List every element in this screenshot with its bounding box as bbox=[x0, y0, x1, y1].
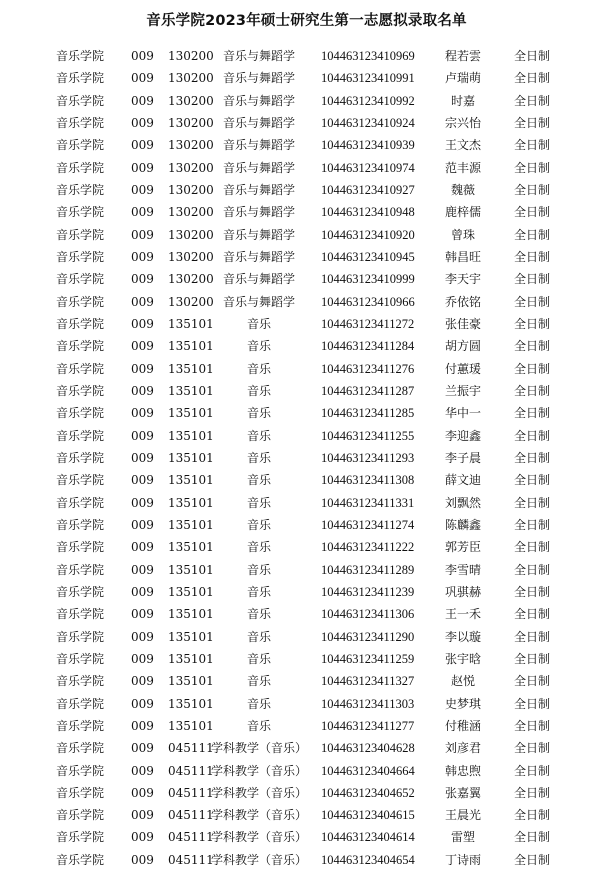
table-row bbox=[0, 469, 613, 491]
major-code-cell: 135101 bbox=[168, 651, 214, 666]
major-name-cell: 音乐 bbox=[246, 450, 271, 465]
college-code-cell: 009 bbox=[131, 629, 154, 644]
study-type-cell: 全日制 bbox=[514, 227, 551, 242]
table-row bbox=[0, 782, 613, 804]
college-code-cell: 009 bbox=[131, 696, 154, 711]
major-name-cell: 学科教学（音乐） bbox=[210, 830, 307, 845]
major-code-cell: 135101 bbox=[168, 361, 214, 376]
college-cell: 音乐学院 bbox=[56, 830, 105, 845]
table-row bbox=[0, 737, 613, 759]
study-type-cell: 全日制 bbox=[514, 852, 551, 867]
major-name-cell: 音乐 bbox=[246, 495, 271, 510]
college-code-cell: 009 bbox=[131, 428, 154, 443]
college-code-cell: 009 bbox=[131, 339, 154, 354]
college-code-cell: 009 bbox=[131, 562, 154, 577]
college-cell: 音乐学院 bbox=[56, 316, 105, 331]
student-name-cell: 王晨光 bbox=[444, 808, 481, 823]
major-code-cell: 135101 bbox=[168, 517, 214, 532]
college-cell: 音乐学院 bbox=[56, 517, 105, 532]
college-cell: 音乐学院 bbox=[56, 205, 105, 220]
major-name-cell: 音乐 bbox=[246, 517, 271, 532]
college-code-cell: 009 bbox=[131, 93, 154, 108]
college-cell: 音乐学院 bbox=[56, 182, 105, 197]
study-type-cell: 全日制 bbox=[514, 830, 551, 845]
college-code-cell: 009 bbox=[131, 473, 154, 488]
study-type-cell: 全日制 bbox=[514, 651, 551, 666]
college-code-cell: 009 bbox=[131, 763, 154, 778]
table-row bbox=[0, 112, 613, 134]
exam-number-cell: 104463123410969 bbox=[321, 49, 415, 63]
major-name-cell: 音乐与舞蹈学 bbox=[222, 160, 295, 175]
exam-number-cell: 104463123411287 bbox=[321, 383, 415, 398]
major-name-cell: 音乐与舞蹈学 bbox=[222, 93, 295, 108]
college-cell: 音乐学院 bbox=[56, 495, 105, 510]
college-cell: 音乐学院 bbox=[56, 852, 105, 867]
study-type-cell: 全日制 bbox=[514, 49, 551, 63]
major-code-cell: 135101 bbox=[168, 428, 214, 443]
study-type-cell: 全日制 bbox=[514, 182, 551, 197]
exam-number-cell: 104463123411272 bbox=[321, 316, 415, 331]
major-code-cell: 045111 bbox=[168, 808, 214, 823]
college-code-cell: 009 bbox=[131, 830, 154, 845]
major-name-cell: 学科教学（音乐） bbox=[210, 763, 307, 778]
major-name-cell: 音乐 bbox=[246, 696, 271, 711]
table-row bbox=[0, 157, 613, 179]
student-name-cell: 范丰源 bbox=[444, 160, 481, 175]
major-name-cell: 音乐与舞蹈学 bbox=[222, 249, 295, 264]
exam-number-cell: 104463123411259 bbox=[321, 651, 415, 666]
table-row bbox=[0, 246, 613, 268]
student-name-cell: 陈麟鑫 bbox=[444, 517, 481, 532]
major-code-cell: 135101 bbox=[168, 584, 214, 599]
student-name-cell: 史梦琪 bbox=[444, 696, 481, 711]
college-cell: 音乐学院 bbox=[56, 227, 105, 242]
table-row bbox=[0, 358, 613, 380]
major-name-cell: 音乐 bbox=[246, 584, 271, 599]
major-name-cell: 音乐 bbox=[246, 428, 271, 443]
college-code-cell: 009 bbox=[131, 71, 154, 86]
exam-number-cell: 104463123411308 bbox=[321, 473, 415, 488]
student-name-cell: 鹿梓儒 bbox=[444, 205, 481, 220]
college-cell: 音乐学院 bbox=[56, 49, 105, 63]
table-row bbox=[0, 201, 613, 223]
college-cell: 音乐学院 bbox=[56, 562, 105, 577]
table-row bbox=[0, 45, 613, 67]
college-cell: 音乐学院 bbox=[56, 607, 105, 622]
major-code-cell: 135101 bbox=[168, 339, 214, 354]
major-code-cell: 045111 bbox=[168, 785, 214, 800]
college-cell: 音乐学院 bbox=[56, 138, 105, 153]
table-row bbox=[0, 179, 613, 201]
college-cell: 音乐学院 bbox=[56, 115, 105, 130]
study-type-cell: 全日制 bbox=[514, 71, 551, 86]
exam-number-cell: 104463123410927 bbox=[321, 182, 415, 197]
study-type-cell: 全日制 bbox=[514, 629, 551, 644]
major-name-cell: 学科教学（音乐） bbox=[210, 852, 307, 867]
study-type-cell: 全日制 bbox=[514, 383, 551, 398]
table-row bbox=[0, 402, 613, 424]
college-code-cell: 009 bbox=[131, 785, 154, 800]
table-row bbox=[0, 224, 613, 246]
table-row bbox=[0, 90, 613, 112]
study-type-cell: 全日制 bbox=[514, 272, 551, 287]
student-name-cell: 丁诗雨 bbox=[444, 852, 481, 867]
study-type-cell: 全日制 bbox=[514, 294, 551, 309]
major-name-cell: 音乐 bbox=[246, 316, 271, 331]
college-code-cell: 009 bbox=[131, 182, 154, 197]
exam-number-cell: 104463123410920 bbox=[321, 227, 415, 242]
major-code-cell: 135101 bbox=[168, 607, 214, 622]
page-title: 音乐学院2023年硕士研究生第一志愿拟录取名单 bbox=[146, 13, 467, 29]
major-code-cell: 130200 bbox=[168, 272, 214, 287]
exam-number-cell: 104463123410924 bbox=[321, 115, 415, 130]
major-name-cell: 音乐与舞蹈学 bbox=[222, 272, 295, 287]
student-name-cell: 巩骐赫 bbox=[444, 584, 481, 599]
college-cell: 音乐学院 bbox=[56, 629, 105, 644]
college-cell: 音乐学院 bbox=[56, 696, 105, 711]
table-row bbox=[0, 67, 613, 89]
table-row bbox=[0, 268, 613, 290]
major-code-cell: 135101 bbox=[168, 696, 214, 711]
table-row bbox=[0, 425, 613, 447]
student-name-cell: 卢瑞萌 bbox=[444, 71, 481, 86]
college-cell: 音乐学院 bbox=[56, 785, 105, 800]
college-code-cell: 009 bbox=[131, 49, 154, 63]
major-code-cell: 130200 bbox=[168, 115, 214, 130]
study-type-cell: 全日制 bbox=[514, 361, 551, 376]
exam-number-cell: 104463123410966 bbox=[321, 294, 415, 309]
study-type-cell: 全日制 bbox=[514, 674, 551, 689]
exam-number-cell: 104463123404654 bbox=[321, 852, 415, 867]
table-row bbox=[0, 826, 613, 848]
student-name-cell: 赵悦 bbox=[450, 674, 475, 689]
major-code-cell: 130200 bbox=[168, 182, 214, 197]
table-row bbox=[0, 603, 613, 625]
major-code-cell: 045111 bbox=[168, 852, 214, 867]
major-code-cell: 130200 bbox=[168, 294, 214, 309]
major-code-cell: 135101 bbox=[168, 383, 214, 398]
college-code-cell: 009 bbox=[131, 651, 154, 666]
college-cell: 音乐学院 bbox=[56, 808, 105, 823]
major-name-cell: 音乐与舞蹈学 bbox=[222, 227, 295, 242]
study-type-cell: 全日制 bbox=[514, 540, 551, 555]
student-name-cell: 曾珠 bbox=[450, 227, 475, 242]
major-code-cell: 130200 bbox=[168, 49, 214, 63]
exam-number-cell: 104463123410999 bbox=[321, 272, 415, 287]
study-type-cell: 全日制 bbox=[514, 93, 551, 108]
student-name-cell: 宗兴怡 bbox=[444, 115, 481, 130]
table-row bbox=[0, 715, 613, 737]
student-name-cell: 李天宇 bbox=[444, 272, 481, 287]
major-code-cell: 045111 bbox=[168, 763, 214, 778]
student-name-cell: 张佳豪 bbox=[444, 316, 481, 331]
college-code-cell: 009 bbox=[131, 674, 154, 689]
college-code-cell: 009 bbox=[131, 205, 154, 220]
college-cell: 音乐学院 bbox=[56, 718, 105, 733]
college-cell: 音乐学院 bbox=[56, 71, 105, 86]
exam-number-cell: 104463123411306 bbox=[321, 607, 415, 622]
study-type-cell: 全日制 bbox=[514, 406, 551, 421]
student-name-cell: 李子晨 bbox=[444, 450, 481, 465]
major-name-cell: 学科教学（音乐） bbox=[210, 785, 307, 800]
study-type-cell: 全日制 bbox=[514, 495, 551, 510]
study-type-cell: 全日制 bbox=[514, 607, 551, 622]
college-cell: 音乐学院 bbox=[56, 249, 105, 264]
exam-number-cell: 104463123411293 bbox=[321, 450, 415, 465]
major-name-cell: 音乐 bbox=[246, 361, 271, 376]
student-name-cell: 李雪晴 bbox=[444, 562, 481, 577]
exam-number-cell: 104463123411274 bbox=[321, 517, 415, 532]
exam-number-cell: 104463123411222 bbox=[321, 540, 415, 555]
college-code-cell: 009 bbox=[131, 718, 154, 733]
study-type-cell: 全日制 bbox=[514, 115, 551, 130]
exam-number-cell: 104463123411277 bbox=[321, 718, 415, 733]
table-row bbox=[0, 536, 613, 558]
table-row bbox=[0, 849, 613, 871]
exam-number-cell: 104463123410974 bbox=[321, 160, 415, 175]
student-name-cell: 魏薇 bbox=[450, 182, 475, 197]
table-row bbox=[0, 648, 613, 670]
major-code-cell: 135101 bbox=[168, 540, 214, 555]
college-cell: 音乐学院 bbox=[56, 160, 105, 175]
student-name-cell: 付蕙瑗 bbox=[444, 361, 481, 376]
exam-number-cell: 104463123411239 bbox=[321, 584, 415, 599]
major-code-cell: 135101 bbox=[168, 562, 214, 577]
table-row bbox=[0, 693, 613, 715]
major-name-cell: 音乐 bbox=[246, 674, 271, 689]
major-name-cell: 音乐与舞蹈学 bbox=[222, 294, 295, 309]
college-code-cell: 009 bbox=[131, 495, 154, 510]
exam-number-cell: 104463123411331 bbox=[321, 495, 415, 510]
exam-number-cell: 104463123411303 bbox=[321, 696, 415, 711]
study-type-cell: 全日制 bbox=[514, 316, 551, 331]
college-cell: 音乐学院 bbox=[56, 361, 105, 376]
major-name-cell: 学科教学（音乐） bbox=[210, 741, 307, 756]
student-name-cell: 张嘉翼 bbox=[444, 785, 481, 800]
table-row bbox=[0, 559, 613, 581]
table-row bbox=[0, 581, 613, 603]
student-name-cell: 兰振宇 bbox=[444, 383, 481, 398]
major-name-cell: 音乐 bbox=[246, 473, 271, 488]
table-row bbox=[0, 447, 613, 469]
college-cell: 音乐学院 bbox=[56, 763, 105, 778]
major-code-cell: 045111 bbox=[168, 830, 214, 845]
exam-number-cell: 104463123411276 bbox=[321, 361, 415, 376]
exam-number-cell: 104463123410948 bbox=[321, 205, 415, 220]
major-code-cell: 130200 bbox=[168, 93, 214, 108]
student-name-cell: 刘彦君 bbox=[444, 741, 481, 756]
study-type-cell: 全日制 bbox=[514, 785, 551, 800]
exam-number-cell: 104463123404664 bbox=[321, 763, 415, 778]
college-code-cell: 009 bbox=[131, 316, 154, 331]
study-type-cell: 全日制 bbox=[514, 696, 551, 711]
college-code-cell: 009 bbox=[131, 852, 154, 867]
college-code-cell: 009 bbox=[131, 450, 154, 465]
major-name-cell: 音乐与舞蹈学 bbox=[222, 71, 295, 86]
college-code-cell: 009 bbox=[131, 115, 154, 130]
college-code-cell: 009 bbox=[131, 272, 154, 287]
major-code-cell: 135101 bbox=[168, 629, 214, 644]
college-code-cell: 009 bbox=[131, 607, 154, 622]
table-row bbox=[0, 492, 613, 514]
study-type-cell: 全日制 bbox=[514, 718, 551, 733]
college-code-cell: 009 bbox=[131, 406, 154, 421]
college-code-cell: 009 bbox=[131, 741, 154, 756]
major-code-cell: 135101 bbox=[168, 406, 214, 421]
major-name-cell: 音乐与舞蹈学 bbox=[222, 182, 295, 197]
college-cell: 音乐学院 bbox=[56, 406, 105, 421]
major-name-cell: 音乐 bbox=[246, 562, 271, 577]
table-row bbox=[0, 313, 613, 335]
major-code-cell: 130200 bbox=[168, 227, 214, 242]
exam-number-cell: 104463123411285 bbox=[321, 406, 415, 421]
college-code-cell: 009 bbox=[131, 517, 154, 532]
major-code-cell: 130200 bbox=[168, 138, 214, 153]
table-row bbox=[0, 626, 613, 648]
major-name-cell: 学科教学（音乐） bbox=[210, 808, 307, 823]
table-row bbox=[0, 291, 613, 313]
study-type-cell: 全日制 bbox=[514, 428, 551, 443]
major-name-cell: 音乐 bbox=[246, 718, 271, 733]
major-name-cell: 音乐 bbox=[246, 540, 271, 555]
college-code-cell: 009 bbox=[131, 584, 154, 599]
student-name-cell: 薛文迪 bbox=[444, 473, 481, 488]
major-code-cell: 130200 bbox=[168, 205, 214, 220]
student-name-cell: 雷塑 bbox=[450, 830, 475, 845]
table-row bbox=[0, 804, 613, 826]
college-code-cell: 009 bbox=[131, 808, 154, 823]
college-cell: 音乐学院 bbox=[56, 450, 105, 465]
study-type-cell: 全日制 bbox=[514, 138, 551, 153]
college-code-cell: 009 bbox=[131, 361, 154, 376]
college-code-cell: 009 bbox=[131, 249, 154, 264]
student-name-cell: 华中一 bbox=[444, 406, 481, 421]
study-type-cell: 全日制 bbox=[514, 808, 551, 823]
student-name-cell: 郭芳臣 bbox=[444, 540, 481, 555]
admission-list bbox=[0, 45, 613, 871]
student-name-cell: 王文杰 bbox=[444, 138, 481, 153]
major-name-cell: 音乐与舞蹈学 bbox=[222, 49, 295, 63]
study-type-cell: 全日制 bbox=[514, 763, 551, 778]
table-row bbox=[0, 335, 613, 357]
student-name-cell: 韩忠煦 bbox=[444, 763, 481, 778]
table-row bbox=[0, 134, 613, 156]
study-type-cell: 全日制 bbox=[514, 562, 551, 577]
student-name-cell: 李以璇 bbox=[444, 629, 481, 644]
college-cell: 音乐学院 bbox=[56, 428, 105, 443]
major-code-cell: 135101 bbox=[168, 450, 214, 465]
major-name-cell: 音乐与舞蹈学 bbox=[222, 138, 295, 153]
study-type-cell: 全日制 bbox=[514, 205, 551, 220]
major-code-cell: 135101 bbox=[168, 718, 214, 733]
exam-number-cell: 104463123410945 bbox=[321, 249, 415, 264]
student-name-cell: 刘飘然 bbox=[444, 495, 481, 510]
student-name-cell: 王一禾 bbox=[444, 607, 481, 622]
college-cell: 音乐学院 bbox=[56, 473, 105, 488]
major-name-cell: 音乐与舞蹈学 bbox=[222, 205, 295, 220]
study-type-cell: 全日制 bbox=[514, 741, 551, 756]
exam-number-cell: 104463123411255 bbox=[321, 428, 415, 443]
major-code-cell: 135101 bbox=[168, 495, 214, 510]
exam-number-cell: 104463123404652 bbox=[321, 785, 415, 800]
student-name-cell: 付稚涵 bbox=[444, 718, 481, 733]
major-name-cell: 音乐 bbox=[246, 607, 271, 622]
student-name-cell: 胡方圆 bbox=[444, 339, 481, 354]
college-cell: 音乐学院 bbox=[56, 651, 105, 666]
college-cell: 音乐学院 bbox=[56, 383, 105, 398]
student-name-cell: 时嘉 bbox=[450, 93, 475, 108]
college-cell: 音乐学院 bbox=[56, 93, 105, 108]
table-row bbox=[0, 514, 613, 536]
college-cell: 音乐学院 bbox=[56, 272, 105, 287]
exam-number-cell: 104463123410991 bbox=[321, 71, 415, 86]
study-type-cell: 全日制 bbox=[514, 517, 551, 532]
major-name-cell: 音乐 bbox=[246, 629, 271, 644]
student-name-cell: 韩昌旺 bbox=[444, 249, 481, 264]
exam-number-cell: 104463123410992 bbox=[321, 93, 415, 108]
exam-number-cell: 104463123404615 bbox=[321, 808, 415, 823]
major-name-cell: 音乐与舞蹈学 bbox=[222, 115, 295, 130]
major-name-cell: 音乐 bbox=[246, 383, 271, 398]
major-code-cell: 135101 bbox=[168, 316, 214, 331]
exam-number-cell: 104463123411327 bbox=[321, 674, 415, 689]
table-row bbox=[0, 670, 613, 692]
college-code-cell: 009 bbox=[131, 540, 154, 555]
student-name-cell: 乔依铭 bbox=[444, 294, 481, 309]
college-cell: 音乐学院 bbox=[56, 674, 105, 689]
college-code-cell: 009 bbox=[131, 160, 154, 175]
exam-number-cell: 104463123404614 bbox=[321, 830, 415, 845]
exam-number-cell: 104463123411284 bbox=[321, 339, 415, 354]
table-row bbox=[0, 380, 613, 402]
college-cell: 音乐学院 bbox=[56, 540, 105, 555]
college-cell: 音乐学院 bbox=[56, 294, 105, 309]
major-code-cell: 130200 bbox=[168, 160, 214, 175]
major-code-cell: 135101 bbox=[168, 674, 214, 689]
major-name-cell: 音乐 bbox=[246, 339, 271, 354]
exam-number-cell: 104463123404628 bbox=[321, 741, 415, 756]
exam-number-cell: 104463123411290 bbox=[321, 629, 415, 644]
major-code-cell: 135101 bbox=[168, 473, 214, 488]
major-name-cell: 音乐 bbox=[246, 406, 271, 421]
exam-number-cell: 104463123410939 bbox=[321, 138, 415, 153]
study-type-cell: 全日制 bbox=[514, 450, 551, 465]
college-cell: 音乐学院 bbox=[56, 584, 105, 599]
major-code-cell: 130200 bbox=[168, 249, 214, 264]
major-code-cell: 045111 bbox=[168, 741, 214, 756]
study-type-cell: 全日制 bbox=[514, 249, 551, 264]
table-row bbox=[0, 760, 613, 782]
study-type-cell: 全日制 bbox=[514, 584, 551, 599]
study-type-cell: 全日制 bbox=[514, 473, 551, 488]
major-name-cell: 音乐 bbox=[246, 651, 271, 666]
college-code-cell: 009 bbox=[131, 294, 154, 309]
major-code-cell: 130200 bbox=[168, 71, 214, 86]
college-cell: 音乐学院 bbox=[56, 741, 105, 756]
student-name-cell: 程若雲 bbox=[444, 49, 481, 63]
college-code-cell: 009 bbox=[131, 138, 154, 153]
college-cell: 音乐学院 bbox=[56, 339, 105, 354]
college-code-cell: 009 bbox=[131, 227, 154, 242]
student-name-cell: 李迎鑫 bbox=[444, 428, 481, 443]
study-type-cell: 全日制 bbox=[514, 160, 551, 175]
study-type-cell: 全日制 bbox=[514, 339, 551, 354]
college-code-cell: 009 bbox=[131, 383, 154, 398]
student-name-cell: 张宇晗 bbox=[444, 651, 481, 666]
exam-number-cell: 104463123411289 bbox=[321, 562, 415, 577]
